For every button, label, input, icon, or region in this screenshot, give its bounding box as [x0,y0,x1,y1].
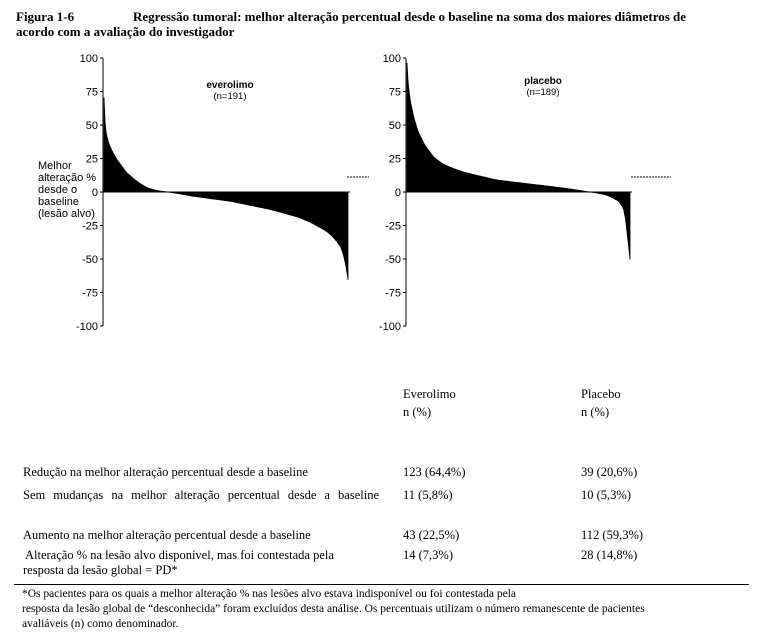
y-tick-label: -100 [75,321,98,333]
data-point [330,234,331,235]
y-tick-label: -25 [82,220,98,233]
data-point [627,238,628,239]
data-point [177,193,178,194]
y-axis-label: Melhor alteração % desde o baseline (lesão alvo) [38,160,97,220]
data-point [551,186,552,187]
data-point [473,174,474,175]
data-point [418,131,419,132]
footnote-divider [14,584,749,585]
data-point [112,151,113,152]
chart-everolimo [76,53,369,333]
data-point [340,246,341,247]
footnote-line3: avaliáveis (n) como denominador. [22,618,179,630]
series-area [407,63,630,259]
data-point [311,222,312,223]
table-cell-placebo: 10 (5,3%) [581,488,631,502]
data-point [299,217,300,218]
col-subheader-everolimo: n (%) [403,405,432,419]
data-point [284,213,285,214]
y-tick-label: 75 [85,86,98,99]
footnote-line1: *Os pacientes para os quais a melhor alteração % nas lesões alvo estava indisponível ou foi contestada pela [22,588,517,600]
y-tick-label: 25 [85,153,98,166]
y-tick-label: 100 [382,53,401,65]
data-point [325,230,326,231]
data-point [625,218,626,219]
y-tick-label: -75 [82,287,98,300]
data-point [518,182,519,183]
data-point [125,171,126,172]
data-point [318,226,319,227]
data-point [105,124,106,125]
series-n-label: (n=191) [213,91,247,102]
data-point [410,100,411,101]
data-point [529,183,530,184]
table-row-label: Sem mudanças na melhor alteração percentual desde a baseline [23,488,379,502]
data-point [424,145,425,146]
data-point [618,201,619,202]
data-point [496,179,497,180]
data-point [335,240,336,241]
y-tick-label: -100 [378,321,401,333]
data-point [442,163,443,164]
col-header-everolimo: Everolimo [403,387,456,401]
footnote-line2: resposta da lesão global de “desconhecida” foram excluídos desta análise. Os percentuais utilizam o número remanescente de pacientes [22,603,645,615]
series-name-label: everolimo [206,80,254,91]
data-point [623,208,624,209]
y-tick-label: 0 [91,187,98,199]
table-cell-everolimo: 14 (7,3%) [403,548,453,562]
table-row-label: Redução na melhor alteração percentual desde a baseline [23,465,308,479]
data-point [462,171,463,172]
data-point [269,209,270,210]
data-point [106,134,107,135]
data-point [103,98,104,99]
data-point [147,187,148,188]
table-cell-everolimo: 123 (64,4%) [403,465,466,479]
data-point [211,198,212,199]
data-point [571,189,572,190]
table-cell-placebo: 28 (14,8%) [581,548,638,562]
y-tick-label: -25 [385,220,401,233]
table-row-label-line1: Alteração % na lesão alvo disponível, mas foi contestada pela [25,548,334,562]
series-name-label: placebo [524,76,562,87]
y-tick-label: 0 [394,187,401,199]
data-point [345,264,346,265]
data-point [343,253,344,254]
data-point [347,279,348,280]
data-point [580,190,581,191]
data-point [116,158,117,159]
y-tick-label: 100 [79,53,98,65]
data-point [413,116,414,117]
data-point [133,178,134,179]
table-cell-everolimo: 11 (5,8%) [403,488,453,502]
y-tick-label: 50 [85,120,98,132]
table-cell-everolimo: 43 (22,5%) [403,528,460,542]
y-tick-label: -50 [82,254,98,266]
y-tick-label: 25 [388,153,401,166]
chart-placebo [379,53,671,333]
table-cell-placebo: 112 (59,3%) [581,528,644,542]
data-point [507,181,508,182]
figure-title-line1: Regressão tumoral: melhor alteração percentual desde o baseline na soma dos maiores diâmetros de [133,9,687,24]
y-tick-label: 50 [388,120,401,132]
table-cell-placebo: 39 (20,6%) [581,465,638,479]
data-point [140,183,141,184]
data-point [121,165,122,166]
figure-title-line2: acordo com a avaliação do investigador [16,24,235,39]
series-area [104,98,348,279]
table-row-label-line2: resposta da lesão global = PD* [23,563,178,577]
table-row-label: Aumento na melhor alteração percentual desde a baseline [23,528,311,542]
data-point [629,258,630,259]
y-tick-label: -75 [385,287,401,300]
col-subheader-placebo: n (%) [581,405,610,419]
data-point [612,197,613,198]
data-point [157,190,158,191]
col-header-placebo: Placebo [581,387,621,401]
data-point [433,157,434,158]
data-point [191,195,192,196]
data-point [540,185,541,186]
y-tick-label: -50 [385,254,401,266]
data-point [250,205,251,206]
data-point [451,167,452,168]
data-point [108,143,109,144]
figure-label: Figura 1-6 [16,9,75,24]
data-point [485,177,486,178]
series-n-label: (n=189) [526,87,560,98]
data-point [408,84,409,85]
y-tick-label: 75 [388,86,401,99]
data-point [230,201,231,202]
data-point [598,193,599,194]
data-point [406,63,407,64]
data-point [563,187,564,188]
data-point [605,194,606,195]
